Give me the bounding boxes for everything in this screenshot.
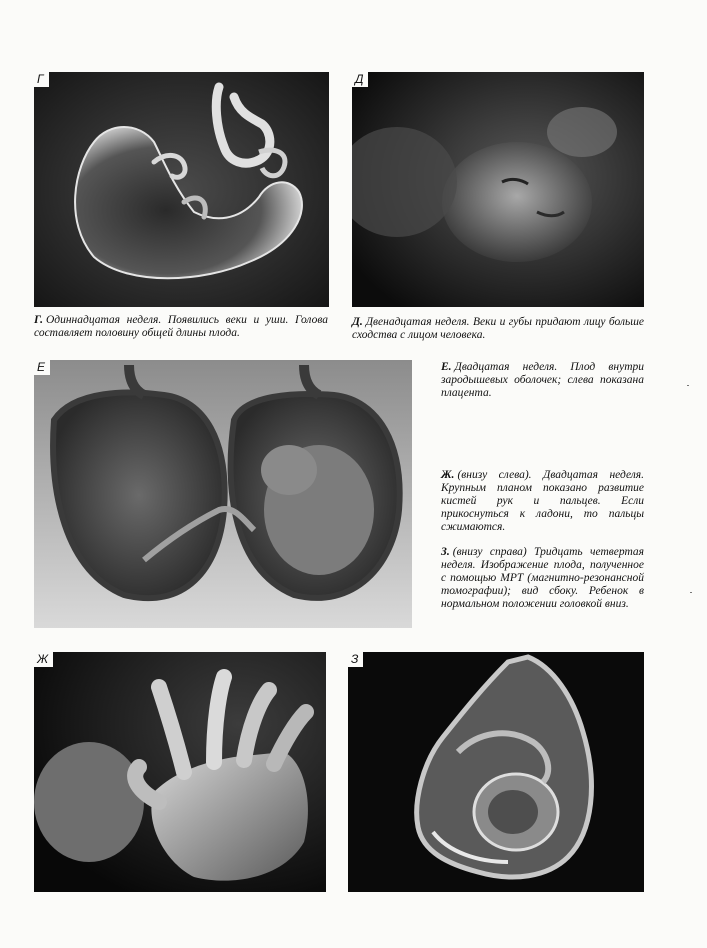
caption-d-title: Д.: [352, 316, 363, 328]
caption-z: [441, 546, 644, 611]
photo-g: [34, 72, 329, 307]
caption-d: [352, 316, 644, 342]
figure-letter-g: Г: [34, 72, 49, 87]
caption-z-text: (внизу справа) Тридцать четвертая неделя. Изображение плода, полученное с помощью МРТ (магнитно-резонансной томографии); вид сбоку. Ребенок в нормальном положении головкой вниз.: [441, 546, 644, 610]
fetus-11-weeks-image: [34, 72, 329, 307]
photo-zh: [34, 652, 326, 892]
caption-d-text: Двенадцатая неделя. Веки и губы придают лицу больше сходства с лицом человека.: [352, 316, 644, 341]
fetus-20-weeks-placenta-image: [34, 360, 412, 628]
caption-zh-text: (внизу слева). Двадцатая неделя. Крупным планом показано развитие кистей рук и пальцев. Если прикоснуться к ладони, то пальцы сжимаются.: [441, 469, 644, 533]
fetal-hand-image: [34, 652, 326, 892]
figure-letter-e: Е: [34, 360, 50, 375]
caption-zh-title: Ж.: [441, 469, 455, 481]
photo-e: [34, 360, 412, 628]
photo-z: [348, 652, 644, 892]
caption-g-text: Одиннадцатая неделя. Появились веки и уши. Голова составляет половину общей длины плода.: [34, 314, 328, 339]
caption-e-title: Е.: [441, 361, 452, 373]
scan-speck: [687, 385, 689, 386]
figure-letter-zh: Ж: [34, 652, 53, 667]
scan-speck: [690, 592, 692, 593]
fetus-12-weeks-face-image: [352, 72, 644, 307]
caption-z-title: З.: [441, 546, 450, 558]
mri-fetus-34-weeks-image: [348, 652, 644, 892]
figure-letter-z: З: [348, 652, 363, 667]
figure-letter-d: Д: [352, 72, 368, 87]
caption-e-text: Двадцатая неделя. Плод внутри зародышевых оболочек; слева показана плацента.: [441, 361, 644, 399]
caption-e: [441, 361, 644, 400]
caption-g-title: Г.: [34, 314, 43, 326]
caption-zh: [441, 469, 644, 534]
caption-g: [34, 314, 328, 340]
photo-d: [352, 72, 644, 307]
